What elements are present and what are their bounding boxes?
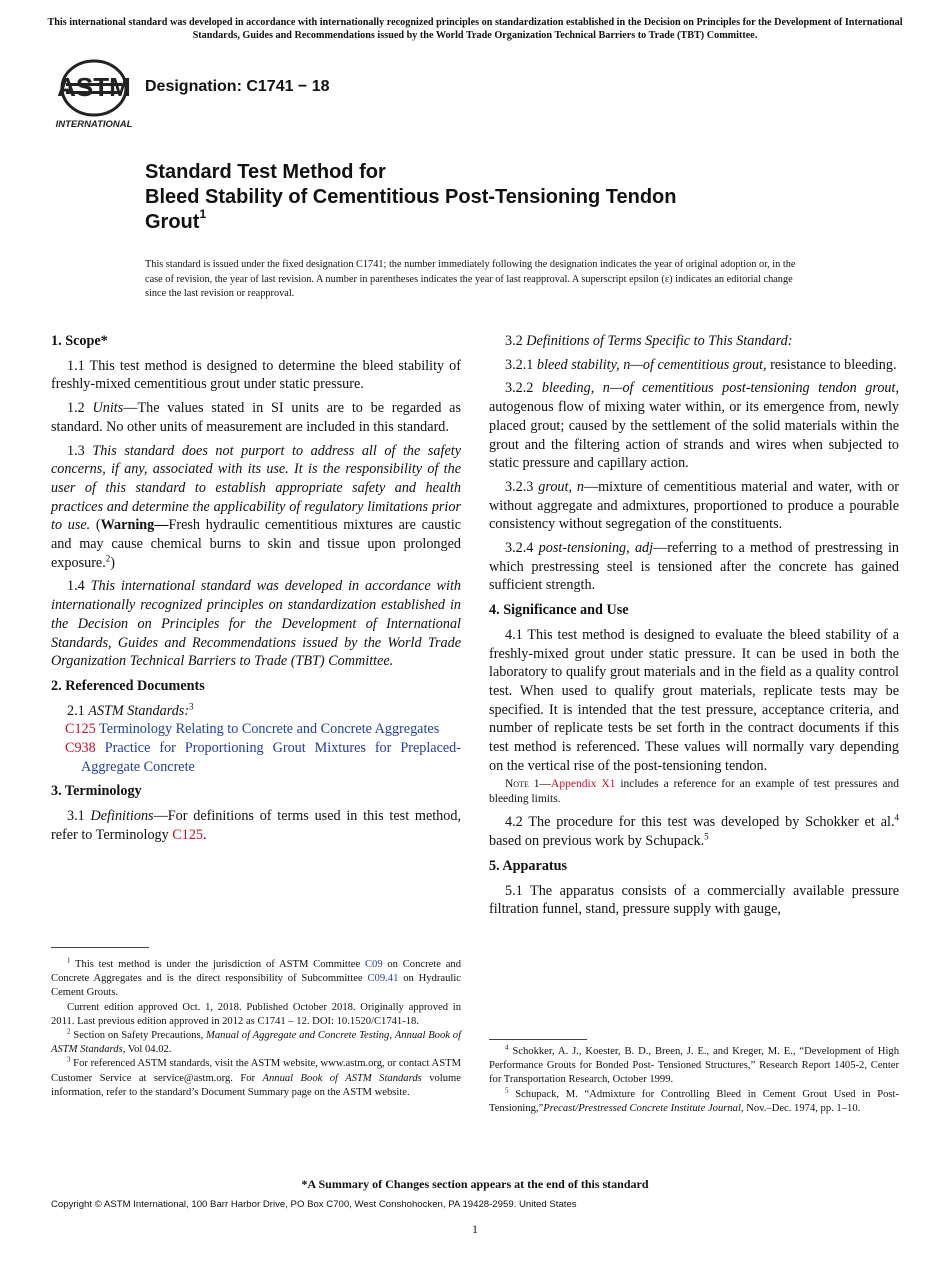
- warning-label: Warning—: [100, 517, 169, 534]
- section-heading-referenced-documents: 2. Referenced Documents: [51, 677, 205, 694]
- link-appendix-x1[interactable]: Appendix X1: [551, 778, 616, 791]
- section-heading-apparatus: 5. Apparatus: [489, 857, 568, 874]
- section-heading-terminology: 3. Terminology: [51, 783, 142, 800]
- title-line-2: Bleed Stability of Cementitious Post-Tensioning Tendon: [145, 186, 677, 208]
- footnote-rule-left: [51, 947, 149, 948]
- section-heading-significance: 4. Significance and Use: [489, 602, 629, 619]
- footnotes-left: [51, 958, 461, 1100]
- title-line-1: Standard Test Method for: [145, 161, 386, 183]
- definition-bleed-stability: 3.2.1 bleed stability, n—of cementitious grout, resistance to bleeding.: [505, 356, 897, 373]
- footnote-rule-right: [489, 1039, 587, 1040]
- reference-c125: [51, 720, 461, 739]
- tbt-notice: This international standard was developed in accordance with internationally recognized principles on standardization established in the Decision on Principles for the Development of International Standards, Guides and Recommendations issued by the World Trade Organization Technical Barriers to Trade (TBT) Committee.: [47, 17, 903, 41]
- logo-mark: ASTM: [57, 72, 131, 102]
- page-number: 1: [472, 1222, 478, 1236]
- section-heading-scope: 1. Scope*: [51, 333, 108, 349]
- title-footnote-mark: 1: [199, 207, 207, 222]
- definition-grout: 3.2.3 grout, n—mixture of cementitious material and water, with or without aggregate and admixtures, proportioned to produce a pourable consistency without segregation of the constituents.: [489, 478, 900, 533]
- note-1: Note 1—Appendix X1 includes a reference for an example of test pressures and bleeding limits.: [489, 778, 900, 806]
- footnote-1: $^1$ This test method is under the jurisdiction of ASTM Committee C09 on Concrete and Concrete Aggregates and is the direct responsibility of Subcommittee C09.41 on Hydraulic Cement Grouts.: [51, 956, 461, 999]
- reference-c938: [51, 739, 461, 776]
- link-c125[interactable]: C125: [65, 721, 96, 738]
- paragraph-3-2: 3.2 Definitions of Terms Specific to This Standard:: [505, 333, 793, 349]
- definition-bleeding: 3.2.2 bleeding, n—of cementitious post-tensioning tendon grout, autogenous flow of mixing water within, or its emergence from, newly placed grout; caused by the settlement of the solid materials within the grout and the filtering action of strands and wires when subjected to static pressure and capillary action.: [489, 380, 899, 472]
- designation: Designation: C1741 − 18: [145, 78, 330, 95]
- summary-of-changes-notice: *A Summary of Changes section appears at the end of this standard: [301, 1177, 649, 1191]
- footnote-4: $^4$ Schokker, A. J., Koester, B. D., Breen, J. E., and Kreger, M. E., “Development of High Performance Grouts for Bonded Post- Tensioned Structures,” Research Report 1405-2, Center for Transportation Research, October 1999.: [489, 1043, 899, 1086]
- paragraph-5-1: 5.1 The apparatus consists of a commercially available pressure filtration funnel, stand, pressure supply with gauge,: [489, 882, 899, 918]
- footnote-1-edition: Current edition approved Oct. 1, 2018. Published October 2018. Originally approved in 2011. Last previous edition approved in 2012 as C1741 – 12. DOI: 10.1520/C1741-18.: [51, 1001, 461, 1027]
- right-column: [489, 332, 899, 924]
- footnote-2: $^2$ Section on Safety Precautions, Manual of Aggregate and Concrete Testing, Annual Book of ASTM Standards, Vol 04.02.: [51, 1027, 462, 1056]
- copyright-line: Copyright © ASTM International, 100 Barr Harbor Drive, PO Box C700, West Conshohocken, PA 19428-2959. United States: [51, 1199, 577, 1210]
- paragraph-1-1: 1.1 This test method is designed to determine the bleed stability of freshly-mixed cementitious grout under static pressure.: [51, 357, 461, 393]
- paragraph-3-1: 3.1 Definitions—For definitions of terms used in this test method, refer to Terminology C125.: [51, 808, 462, 843]
- link-c938[interactable]: C938: [65, 740, 96, 757]
- footnote-3: $^3$ For referenced ASTM standards, visit the ASTM website, www.astm.org, or contact ASTM Customer Service at service@astm.org. For Annual Book of ASTM Standards volume information, refer to the standard’s Document Summary page on the ASTM website.: [51, 1055, 461, 1098]
- left-column: [51, 332, 461, 850]
- link-c938-title[interactable]: Practice for Proportioning Grout Mixtures for Preplaced-Aggregate Concrete: [81, 740, 461, 775]
- link-c125-inline[interactable]: C125: [172, 826, 204, 843]
- link-c09[interactable]: C09: [364, 959, 383, 970]
- link-c09-41[interactable]: C09.41: [367, 973, 399, 985]
- logo-international: INTERNATIONAL: [55, 119, 133, 130]
- astm-logo: [52, 58, 136, 130]
- title-line-3: Grout$^1$: [145, 207, 207, 233]
- document-title: [145, 160, 845, 235]
- paragraph-4-2: 4.2 The procedure for this test was developed by Schokker et al.$^4$ based on previous work by Schupack.$^5$: [489, 812, 899, 850]
- paragraph-2-1: 2.1 ASTM Standards:$^3$: [67, 700, 194, 719]
- issuance-statement: This standard is issued under the fixed designation C1741; the number immediately following the designation indicates the year of original adoption or, in the case of revision, the year of last revision. A number in parentheses indicates the year of last reapproval. A superscript epsilon (ε) indicates an editorial change since the last revision or reapproval.: [145, 259, 796, 299]
- paragraph-4-1: 4.1 This test method is designed to evaluate the bleed stability of a freshly-mixed grout under static pressure. It can be used in both the laboratory to qualify grout materials and in the field as a quality control test. When used to qualify grout materials, replicate tests may be specified. It is intended that the test pressure, acceptance criteria, and number of replicate tests be set forth in the contract documents if this test method is referenced. These values will normally vary depending on the vertical rise of the post-tensioning tendon.: [489, 626, 899, 774]
- paragraph-1-2: 1.2 Units—The values stated in SI units are to be regarded as standard. No other units of measurement are included in this standard.: [51, 400, 462, 435]
- link-c125-title[interactable]: Terminology Relating to Concrete and Concrete Aggregates: [95, 721, 440, 738]
- paragraph-1-3: 1.3 This standard does not purport to address all of the safety concerns, if any, associated with its use. It is the responsibility of the user of this standard to establish appropriate safety and health practices and determine the applicability of regulatory limitations prior to use. (Warning—Fresh hydraulic cementitious mixtures are caustic and may cause chemical burns to skin and tissue upon prolonged exposure.$^2$): [51, 442, 461, 571]
- definition-post-tensioning: 3.2.4 post-tensioning, adj—referring to a method of prestressing in which prestressing steel is tensioned after the concrete has gained sufficient strength.: [489, 540, 899, 594]
- footnotes-right: [489, 1045, 899, 1116]
- footnote-5: $^5$ Schupack, M. “Admixture for Controlling Bleed in Cement Grout Used in Post-Tensioning,”Precast/Prestressed Concrete Institute Journal, Nov.–Dec. 1974, pp. 1–10.: [489, 1086, 899, 1114]
- paragraph-1-4: 1.4 This international standard was developed in accordance with internationally recognized principles on standardization established in the Decision on Principles for the Development of International Standards, Guides and Recommendations issued by the World Trade Organization Technical Barriers to Trade (TBT) Committee.: [51, 578, 461, 670]
